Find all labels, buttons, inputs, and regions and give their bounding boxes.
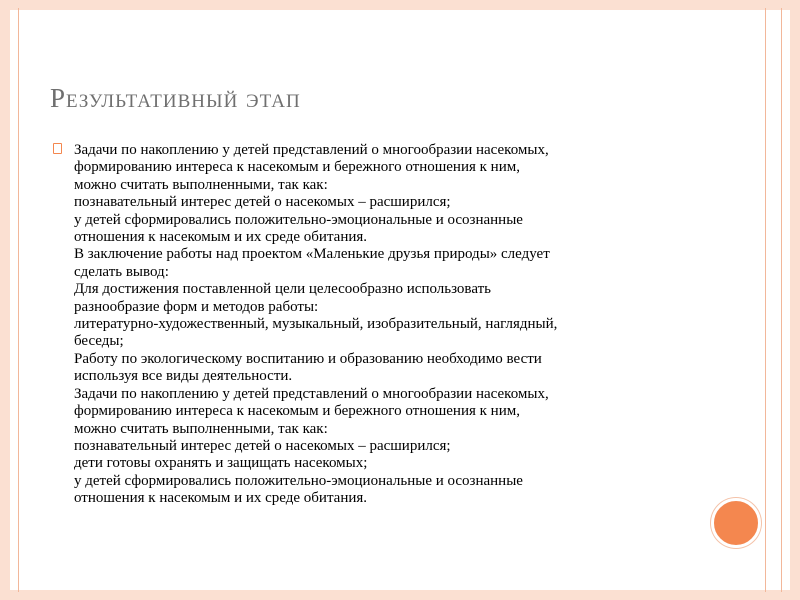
body-line: дети готовы охранять и защищать насекомых;: [74, 455, 368, 472]
body-line: Задачи по накоплению у детей представлений о многообразии насекомых,: [74, 142, 549, 158]
body-line: формированию интереса к насекомым и бережного отношения к ним,: [74, 159, 520, 176]
body-line: у детей сформировались положительно-эмоциональные и осознанные: [74, 472, 523, 489]
body-line: формированию интереса к насекомым и бережного отношения к ним,: [74, 403, 520, 420]
bullet-square-icon: [53, 143, 62, 154]
body-line: можно считать выполненными, так как:: [74, 176, 328, 193]
body-line: сделать вывод:: [74, 263, 169, 280]
body-line: познавательный интерес детей о насекомых – расширился;: [74, 194, 451, 211]
body-line: у детей сформировались положительно-эмоциональные и осознанные: [74, 211, 523, 228]
frame-line-right-outer: [781, 8, 782, 592]
body-line: используя все виды деятельности.: [74, 368, 293, 385]
body-line: В заключение работы над проектом «Маленькие друзья природы» следует: [74, 246, 550, 263]
body-text: [74, 142, 703, 508]
body-line: разнообразие форм и методов работы:: [74, 298, 319, 315]
body-line: Задачи по накоплению у детей представлений о многообразии насекомых,: [74, 385, 549, 402]
body-line: отношения к насекомым и их среде обитания.: [74, 229, 368, 246]
body-line: литературно-художественный, музыкальный, изобразительный, наглядный,: [74, 316, 558, 333]
orange-circle-icon: [711, 498, 761, 548]
body-line: Работу по экологическому воспитанию и образованию необходимо вести: [74, 350, 542, 367]
body-line: можно считать выполненными, так как:: [74, 420, 328, 437]
frame-line-right: [765, 8, 766, 592]
body-line: познавательный интерес детей о насекомых – расширился;: [74, 437, 451, 454]
body-line: Для достижения поставленной цели целесообразно использовать: [74, 281, 491, 298]
frame-line-left: [18, 8, 19, 592]
body-line: отношения к насекомым и их среде обитания.: [74, 490, 368, 507]
body-line: беседы;: [74, 333, 124, 350]
slide-body: [53, 142, 703, 508]
slide-title: Результативный этап: [50, 83, 301, 113]
